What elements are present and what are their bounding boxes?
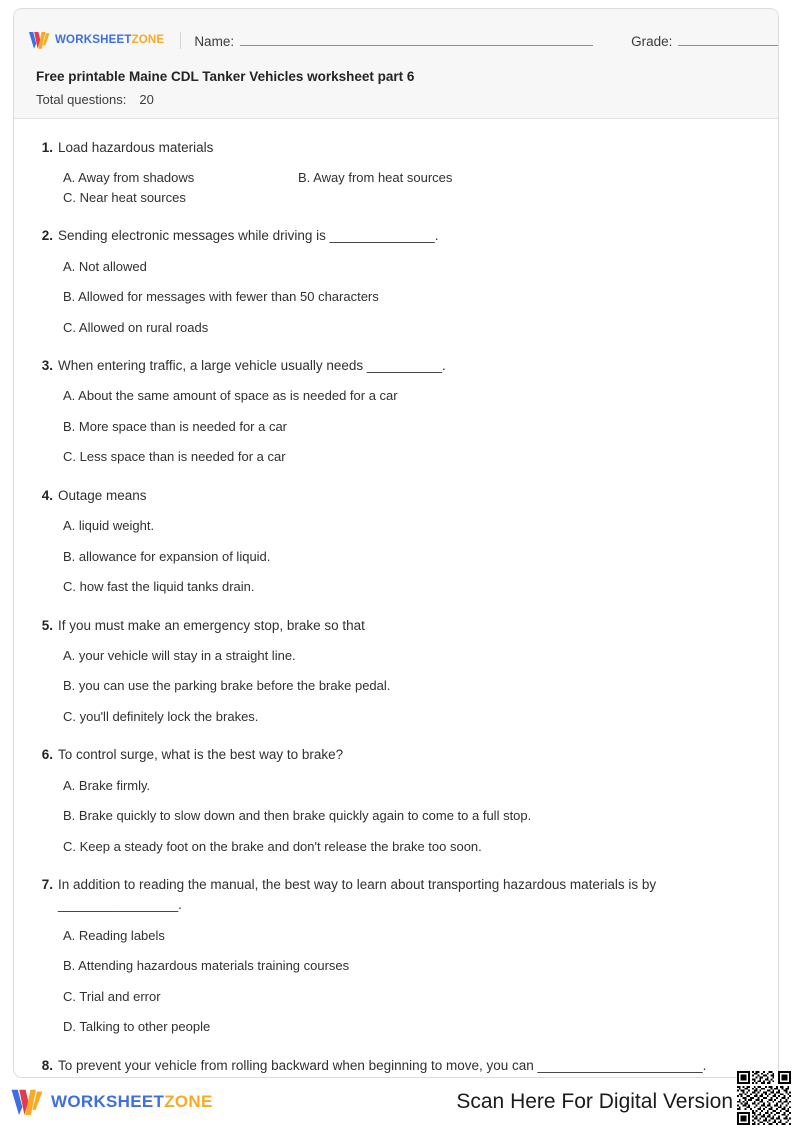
option-list: [36, 386, 756, 467]
question-number: 6.: [41, 747, 53, 763]
option-item[interactable]: A. Reading labels: [63, 927, 165, 943]
option-item[interactable]: C. how fast the liquid tanks drain.: [63, 579, 255, 594]
question-item: [36, 226, 756, 337]
option-list: [36, 516, 756, 597]
question-text: Outage means: [58, 487, 147, 503]
question-number: 2.: [41, 228, 53, 244]
question-line: [36, 356, 756, 376]
option-item[interactable]: B. you can use the parking brake before the brake pedal.: [63, 678, 391, 694]
question-text: Load hazardous materials: [58, 140, 214, 155]
question-number: 5.: [41, 617, 53, 633]
footer-brand-name-primary: WORKSHEET: [51, 1092, 165, 1111]
option-list: [36, 168, 756, 207]
question-item: [36, 138, 756, 207]
worksheet-zone-logo-icon: [10, 1088, 43, 1117]
total-questions-label: Total questions:: [36, 91, 127, 107]
option-list: [36, 776, 756, 857]
option-item[interactable]: D. Talking to other people: [63, 1019, 211, 1034]
option-item[interactable]: C. you'll definitely lock the brakes.: [63, 708, 259, 724]
grade-field[interactable]: [631, 32, 779, 49]
worksheet-header: [14, 9, 778, 119]
question-number: 7.: [41, 877, 53, 892]
option-item[interactable]: A. liquid weight.: [63, 518, 155, 533]
option-item[interactable]: C. Keep a steady foot on the brake and don't release the brake too soon.: [63, 838, 482, 854]
name-input-line[interactable]: [240, 32, 593, 46]
option-list: [36, 926, 756, 1037]
question-number: 4.: [41, 487, 53, 503]
option-item[interactable]: A. Away from shadows: [63, 170, 195, 186]
option-item[interactable]: A. Not allowed: [63, 258, 147, 274]
worksheet-zone-logo-icon: [28, 31, 50, 50]
option-item[interactable]: B. Brake quickly to slow down and then brake quickly again to come to a full stop.: [63, 808, 532, 823]
page-footer: [0, 1082, 793, 1122]
header-divider: [180, 32, 181, 49]
total-questions-value: 20: [139, 91, 154, 107]
question-item: [36, 486, 756, 597]
name-label: Name:: [194, 33, 235, 49]
qr-code-icon[interactable]: [737, 1071, 791, 1125]
header-title-block: [14, 55, 778, 109]
question-line: [36, 616, 756, 636]
question-line: [36, 486, 756, 506]
question-text: To control surge, what is the best way to brake?: [58, 747, 344, 763]
question-line: [36, 138, 756, 158]
question-item: [36, 616, 756, 727]
option-item[interactable]: C. Less space than is needed for a car: [63, 449, 286, 465]
question-text: In addition to reading the manual, the best way to learn about transporting hazardous materials is by ________________.: [58, 877, 657, 913]
question-item: [36, 745, 756, 856]
question-number: 1.: [41, 140, 53, 155]
option-item[interactable]: B. Allowed for messages with fewer than 50 characters: [63, 289, 379, 304]
option-list: [36, 257, 756, 338]
option-item[interactable]: A. About the same amount of space as is needed for a car: [63, 388, 398, 404]
question-line: [36, 875, 756, 916]
question-line: [36, 1056, 756, 1076]
option-item[interactable]: C. Allowed on rural roads: [63, 319, 209, 335]
question-line: [36, 745, 756, 765]
grade-input-line[interactable]: [678, 32, 779, 46]
brand-name-primary: WORKSHEET: [55, 34, 132, 46]
option-item[interactable]: B. Away from heat sources: [298, 170, 453, 186]
footer-scan-block: [456, 1082, 793, 1122]
footer-brand-logo-text: [51, 1092, 213, 1112]
question-text: To prevent your vehicle from rolling backward when beginning to move, you can ______________________.: [58, 1057, 707, 1073]
option-item[interactable]: B. allowance for expansion of liquid.: [63, 548, 271, 564]
question-text: Sending electronic messages while driving is ______________.: [58, 228, 439, 244]
option-item[interactable]: A. your vehicle will stay in a straight line.: [63, 647, 296, 663]
question-line: [36, 226, 756, 246]
header-top-row: [14, 9, 778, 55]
question-number: 3.: [41, 358, 53, 373]
name-field[interactable]: [194, 32, 593, 49]
question-text: If you must make an emergency stop, brake so that: [58, 617, 365, 633]
brand-logo: [28, 31, 164, 50]
option-list: [36, 646, 756, 727]
footer-brand-name-secondary: ZONE: [164, 1092, 213, 1111]
option-item[interactable]: B. Attending hazardous materials training courses: [63, 958, 350, 973]
total-questions: [36, 91, 778, 109]
questions-list: [14, 119, 778, 1078]
scan-here-label: Scan Here For Digital Version: [456, 1090, 733, 1113]
option-item[interactable]: C. Trial and error: [63, 988, 161, 1004]
brand-logo-text: [55, 34, 164, 46]
option-item[interactable]: A. Brake firmly.: [63, 777, 151, 793]
page-title: Free printable Maine CDL Tanker Vehicles worksheet part 6: [36, 69, 415, 84]
option-item[interactable]: C. Near heat sources: [63, 189, 186, 205]
footer-brand-logo: [10, 1088, 213, 1117]
question-text: When entering traffic, a large vehicle usually needs __________.: [58, 358, 446, 373]
brand-name-secondary: ZONE: [131, 34, 165, 46]
question-item: [36, 356, 756, 467]
question-number: 8.: [41, 1057, 53, 1073]
question-item: [36, 1056, 756, 1079]
option-item[interactable]: B. More space than is needed for a car: [63, 418, 288, 434]
grade-label: Grade:: [631, 33, 673, 49]
question-item: [36, 875, 756, 1037]
worksheet-page: [13, 8, 779, 1078]
